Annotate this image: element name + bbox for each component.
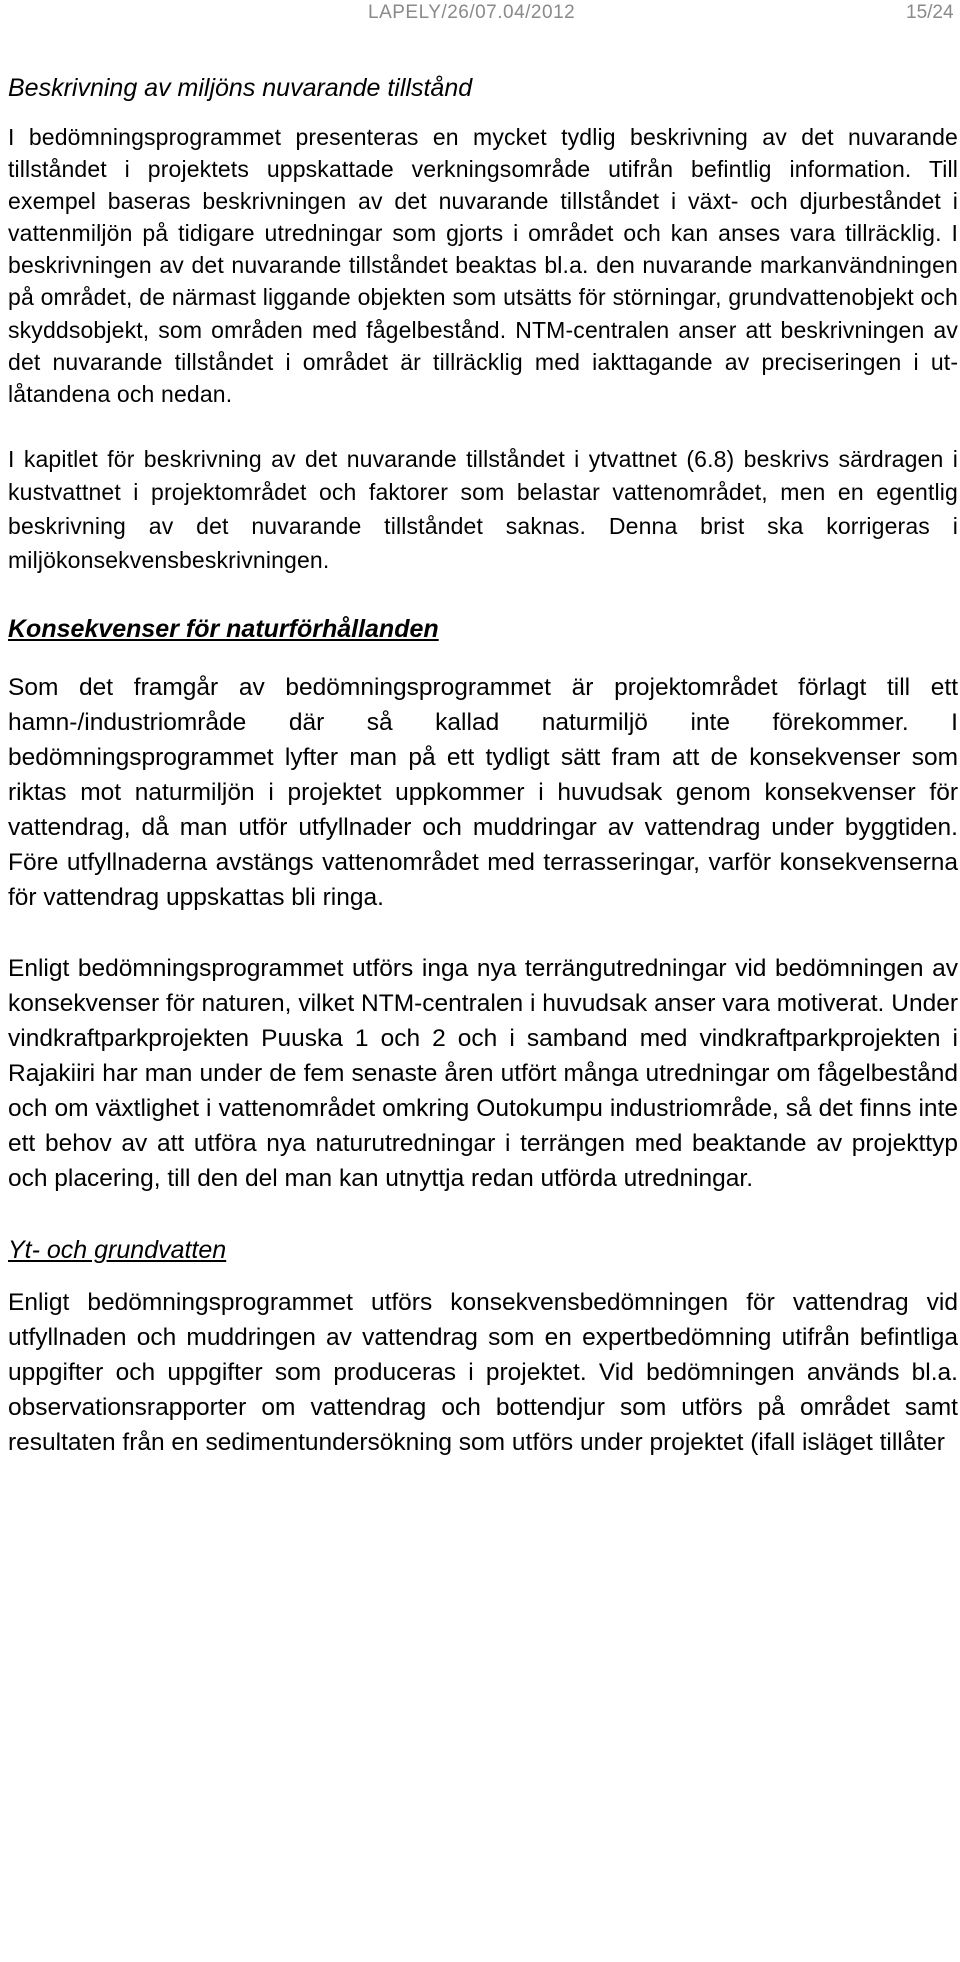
paragraph-natur-2: Enligt bedömningsprogrammet utförs inga nya terrängutredningar vid bedömningen av konsekvenser för naturen, vilket NTM-centralen i huvudsak anser vara motiverat. Under vindkraftparkprojekten Puuska 1 och 2 och i samband med vindkraftparkprojekten i Rajakiiri har man under de fem senaste åren utfört många utredningar om fågelbestånd och om växtlighet i vattenområdet omkring Outokumpu industriområde, så det finns inte ett behov av att utföra nya naturutredningar i terrängen med beaktande av projekttyp och placering, till den del man kan utnyttja redan utförda utredningar.: [8, 955, 958, 1193]
heading-vatten: Yt- och grundvatten: [8, 1236, 227, 1265]
page-header: [0, 2, 960, 32]
paragraph-natur-1: Som det framgår av bedömningsprogrammet är projektområdet förlagt till ett hamn-/industriområde där så kallad naturmiljö inte förekommer. I bedömningsprogrammet lyfter man på ett tydligt sätt fram att de konsekvenser som riktas mot naturmiljön i projektet uppkommer i huvudsak genom konsekvenser för vattendrag, då man utför utfyllnader och muddringar av vattendrag under byggtiden. Före utfyllnaderna avstängs vattenområdet med terrasseringar, varför konsekvenserna för vattendrag uppskattas bli ringa.: [8, 674, 958, 912]
paragraph-vatten-1: Enligt bedömningsprogrammet utförs konsekvensbedömningen för vattendrag vid utfyllnaden och muddringen av vattendrag som en expertbedömning utifrån befintliga uppgifter och uppgifter som produceras i projektet. Vid bedömningen används bl.a. observationsrapporter om vattendrag och bottendjur som utförs på området samt resultaten från en sedimentundersökning som utförs under projektet (ifall isläget tillåter: [8, 1289, 958, 1457]
document-body: [8, 72, 958, 1460]
heading-natur: Konsekvenser för naturförhållanden: [8, 615, 439, 644]
paragraph-miljo-1: I bedömningsprogrammet presenteras en mycket tydlig beskrivning av det nuvarande tillståndet i projektets uppskattade verkningsområde utifrån befintlig information. Till exempel baseras beskrivningen av det nuvarande tillståndet i växt- och djurbeståndet i vattenmiljön på tidigare utredningar som gjorts i området och kan anses vara tillräcklig. I beskrivningen av det nuvarande tillståndet beaktas bl.a. den nuvarande markanvändningen på området, de närmast liggande objekten som utsätts för störningar, grundvattenobjekt och skyddsobjekt, som områden med fågelbestånd. NTM-centralen anser att beskrivningen av det nuvarande tillståndet i området är tillräcklig med iakttagande av preciseringen i utlåtandena och nedan.: [8, 124, 958, 407]
heading-miljo: Beskrivning av miljöns nuvarande tillstånd: [8, 74, 473, 102]
page-number: 15/24: [906, 2, 954, 23]
document-reference: LAPELY/26/07.04/2012: [368, 2, 576, 23]
paragraph-miljo-2: I kapitlet för beskrivning av det nuvarande tillståndet i ytvattnet (6.8) beskrivs särdragen i kustvattnet i projektområdet och faktorer som belastar vattenområdet, men en egentlig beskrivning av det nuvarande tillståndet saknas. Denna brist ska korrigeras i miljökonsekvensbeskrivningen.: [8, 445, 958, 573]
